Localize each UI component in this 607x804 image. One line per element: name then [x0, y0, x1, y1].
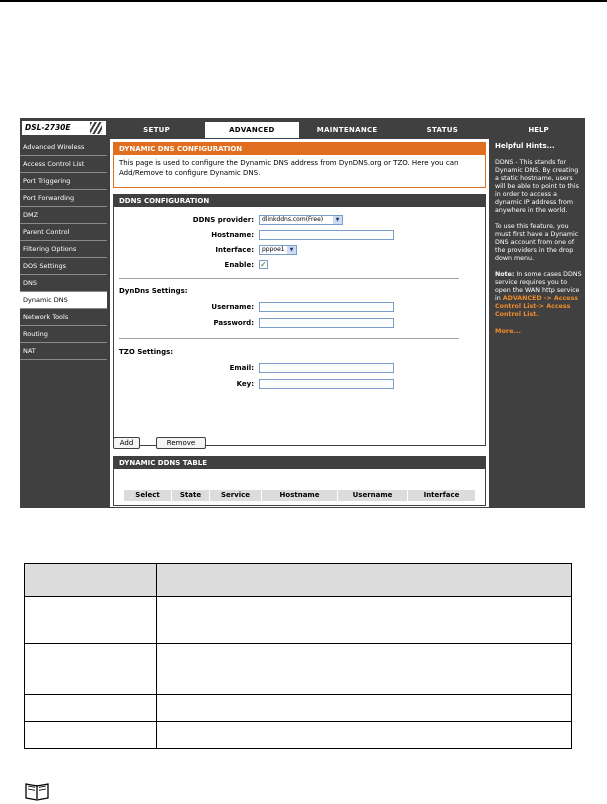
- open-book-icon: [24, 781, 50, 801]
- help-note-link[interactable]: ADVANCED -> Access Control List-> Access Control List.: [495, 295, 578, 318]
- model-logo: [22, 121, 106, 135]
- checkmark-icon: ✓: [260, 260, 267, 269]
- tab-advanced[interactable]: ADVANCED: [205, 122, 298, 138]
- ddns-provider-value: dlinkddns.com(Free): [262, 216, 324, 223]
- help-panel: [492, 139, 585, 507]
- sidebar-item-parent-control[interactable]: Parent Control: [20, 224, 107, 241]
- table-row: [25, 597, 572, 644]
- help-paragraph-account: To use this feature, you must first have a Dynamic DNS account from one of the providers in the drop down menu.: [495, 223, 579, 262]
- table-cell: [157, 644, 572, 694]
- stripes-icon: [90, 122, 102, 134]
- add-button[interactable]: Add: [113, 437, 140, 449]
- column-username: Username: [338, 490, 408, 501]
- chevron-down-icon: ▼: [287, 246, 296, 254]
- intro-title: DYNAMIC DNS CONFIGURATION: [114, 143, 485, 155]
- sidebar-item-filtering-options[interactable]: Filtering Options: [20, 241, 107, 258]
- help-paragraph-note: [495, 271, 582, 319]
- table-cell: [25, 694, 157, 721]
- table-row: [25, 694, 572, 721]
- dyndns-settings-label: DynDns Settings:: [119, 287, 188, 295]
- ddns-config-panel: [113, 194, 486, 446]
- column-service: Service: [210, 490, 262, 501]
- tab-status[interactable]: STATUS: [396, 122, 489, 138]
- column-interface: Interface: [408, 490, 476, 501]
- document-table: [24, 563, 572, 749]
- email-label: Email:: [229, 364, 254, 372]
- tab-setup[interactable]: SETUP: [110, 122, 203, 138]
- ddns-provider-select[interactable]: [259, 215, 343, 225]
- tab-help[interactable]: HELP: [492, 122, 585, 138]
- password-input[interactable]: [259, 318, 394, 328]
- username-label: Username:: [211, 303, 254, 311]
- help-note-label: Note:: [495, 271, 515, 278]
- table-cell: [25, 597, 157, 644]
- brand-area: [20, 118, 110, 138]
- sidebar-item-dmz[interactable]: DMZ: [20, 207, 107, 224]
- table-cell: [157, 597, 572, 644]
- ddns-config-title: DDNS CONFIGURATION: [114, 195, 485, 207]
- top-tab-bar: [110, 122, 489, 138]
- username-input[interactable]: [259, 302, 394, 312]
- ddns-provider-label: DDNS provider:: [192, 216, 254, 224]
- intro-panel: [113, 142, 486, 188]
- sidebar-item-dos-settings[interactable]: DOS Settings: [20, 258, 107, 275]
- sidebar-item-port-forwarding[interactable]: Port Forwarding: [20, 190, 107, 207]
- table-row: [25, 644, 572, 694]
- column-state: State: [172, 490, 210, 501]
- ddns-table-title: DYNAMIC DDNS TABLE: [114, 457, 485, 469]
- sidebar-item-port-triggering[interactable]: Port Triggering: [20, 173, 107, 190]
- ddns-table-panel: [113, 456, 486, 506]
- ddns-table-header: [124, 490, 476, 501]
- column-select: Select: [124, 490, 172, 501]
- section-divider: [119, 278, 459, 279]
- column-hostname: Hostname: [262, 490, 338, 501]
- help-paragraph-ddns: DDNS - This stands for Dynamic DNS. By creating a static hostname, users will be able to point to this in order to access a dynamic IP address from anywhere in the world.: [495, 159, 579, 214]
- interface-value: pppoe1: [262, 246, 285, 253]
- table-header-cell: [157, 564, 572, 597]
- sidebar-item-dynamic-dns[interactable]: Dynamic DNS: [20, 292, 107, 309]
- sidebar-item-network-tools[interactable]: Network Tools: [20, 309, 107, 326]
- sidebar-item-nat[interactable]: NAT: [20, 343, 107, 360]
- password-label: Password:: [213, 319, 254, 327]
- sidebar-item-routing[interactable]: Routing: [20, 326, 107, 343]
- key-label: Key:: [236, 380, 254, 388]
- table-cell: [25, 644, 157, 694]
- chevron-down-icon: ▼: [333, 216, 342, 224]
- enable-checkbox[interactable]: [259, 260, 268, 269]
- model-name: DSL-2730E: [25, 123, 71, 132]
- enable-label: Enable:: [224, 261, 254, 269]
- remove-button[interactable]: Remove: [156, 437, 206, 449]
- tab-maintenance[interactable]: MAINTENANCE: [301, 122, 394, 138]
- sidebar-item-access-control-list[interactable]: Access Control List: [20, 156, 107, 173]
- key-input[interactable]: [259, 379, 394, 389]
- hostname-label: Hostname:: [211, 231, 254, 239]
- hostname-input[interactable]: [259, 230, 394, 240]
- email-input[interactable]: [259, 363, 394, 373]
- help-more-link[interactable]: More...: [495, 327, 521, 335]
- table-cell: [157, 694, 572, 721]
- sidebar: [20, 139, 107, 507]
- section-divider: [119, 338, 459, 339]
- router-admin-screenshot: [20, 118, 585, 508]
- sidebar-item-dns[interactable]: DNS: [20, 275, 107, 292]
- main-content: [110, 139, 489, 507]
- help-title: Helpful Hints...: [495, 142, 555, 150]
- table-row: [25, 721, 572, 748]
- help-note-text: In some cases DDNS service requires you to open the WAN http service in: [495, 271, 582, 302]
- interface-select[interactable]: [259, 245, 297, 255]
- intro-text: This page is used to configure the Dynamic DNS address from DynDNS.org or TZO. Here you can Add/Remove to configure Dynamic DNS.: [119, 159, 459, 177]
- sidebar-item-advanced-wireless[interactable]: Advanced Wireless: [20, 139, 107, 156]
- table-header-cell: [25, 564, 157, 597]
- tzo-settings-label: TZO Settings:: [119, 348, 174, 356]
- table-row: [25, 564, 572, 597]
- table-cell: [157, 721, 572, 748]
- table-cell: [25, 721, 157, 748]
- interface-label: Interface:: [215, 246, 254, 254]
- document-top-rule: [0, 0, 607, 2]
